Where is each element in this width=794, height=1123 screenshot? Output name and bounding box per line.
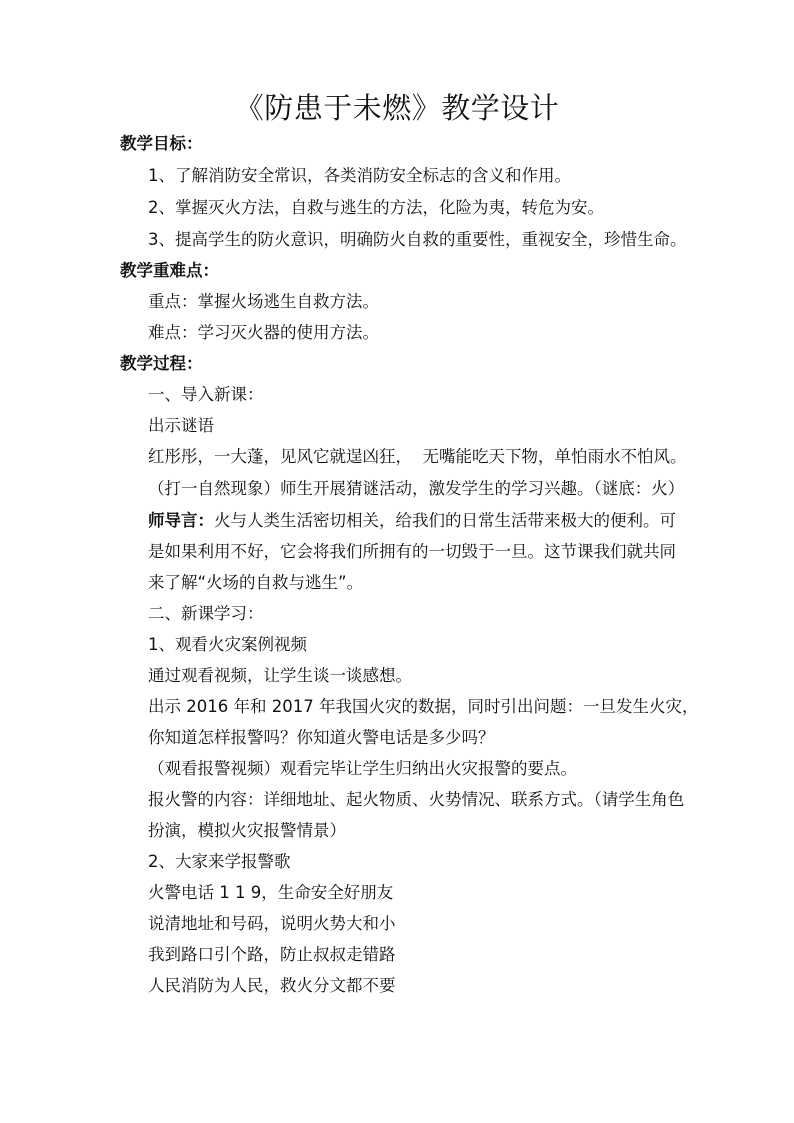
section1-line-5: 报火警的内容：详细地址、起火物质、火势情况、联系方式。（请学生角色 bbox=[148, 790, 685, 809]
teacher-guide-label: 师导言： bbox=[148, 511, 214, 530]
song-line-3: 我到路口引个路，防止叔叔走错路 bbox=[148, 945, 396, 964]
riddle-text: 红彤彤，一大蓬，见风它就逞凶狂， 无嘴能吃天下物，单怕雨水不怕风。 bbox=[148, 447, 687, 466]
objective-item-3: 3、提高学生的防火意识，明确防火自救的重要性，重视安全，珍惜生命。 bbox=[148, 230, 687, 249]
teacher-guide-line-1 bbox=[148, 510, 676, 532]
teacher-guide-text: 火与人类生活密切相关，给我们的日常生活带来极大的便利。可 bbox=[214, 511, 676, 530]
section1-line-3: 你知道怎样报警吗？你知道火警电话是多少吗？ bbox=[148, 728, 495, 747]
objective-item-2: 2、掌握灭火方法，自救与逃生的方法，化险为夷，转危为安。 bbox=[148, 198, 604, 217]
process-heading: 教学过程： bbox=[120, 354, 203, 373]
part2-title: 二、新课学习： bbox=[148, 604, 264, 623]
song-line-1: 火警电话 1 1 9，生命安全好朋友 bbox=[148, 883, 394, 902]
song-line-4: 人民消防为人民，救火分文都不要 bbox=[148, 976, 396, 995]
section2-title: 2、大家来学报警歌 bbox=[148, 852, 291, 871]
section1-line-6: 扮演，模拟火灾报警情景） bbox=[148, 821, 346, 840]
objectives-heading: 教学目标： bbox=[120, 134, 203, 153]
riddle-intro: 出示谜语 bbox=[148, 416, 214, 435]
teacher-guide-line-3: 来了解“火场的自救与逃生”。 bbox=[148, 573, 364, 592]
objective-item-1: 1、了解消防安全常识，各类消防安全标志的含义和作用。 bbox=[148, 166, 571, 185]
section1-line-4: （观看报警视频）观看完毕让学生归纳出火灾报警的要点。 bbox=[148, 759, 577, 778]
key-point-difficulty: 难点：学习灭火器的使用方法。 bbox=[148, 323, 379, 342]
song-line-2: 说清地址和号码，说明火势大和小 bbox=[148, 914, 396, 933]
part1-title: 一、导入新课： bbox=[148, 385, 264, 404]
section1-line-2: 出示 2016 年和 2017 年我国火灾的数据，同时引出问题：一旦发生火灾， bbox=[148, 697, 699, 716]
document-title: 《防患于未燃》教学设计 bbox=[234, 91, 560, 125]
riddle-note: （打一自然现象）师生开展猜谜活动，激发学生的学习兴趣。（谜底：火） bbox=[148, 479, 685, 498]
section1-line-1: 通过观看视频，让学生谈一谈感想。 bbox=[148, 666, 412, 685]
key-point-focus: 重点：掌握火场逃生自救方法。 bbox=[148, 292, 379, 311]
section1-title: 1、观看火灾案例视频 bbox=[148, 635, 307, 654]
teacher-guide-line-2: 是如果利用不好，它会将我们所拥有的一切毁于一旦。这节课我们就共同 bbox=[148, 542, 676, 561]
key-points-heading: 教学重难点： bbox=[120, 261, 219, 280]
